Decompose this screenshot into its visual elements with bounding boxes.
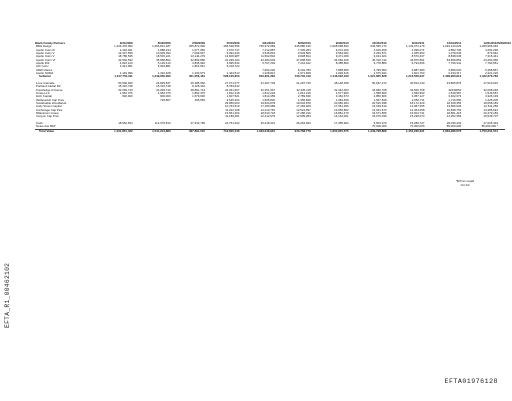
table-cell: 4,546,819 [262, 51, 276, 56]
table-cell: 9,471,009 [335, 54, 349, 59]
table-cell: 1,663,286,576 [424, 129, 461, 133]
table-cell: 32,840,708 [372, 87, 387, 92]
table-cell: 5,358,867 [485, 67, 498, 72]
table-cell: 20,082,284 [334, 101, 349, 106]
table-cell: 5,218,722 [226, 64, 240, 69]
table-cell: 12,524,597 [296, 107, 311, 112]
table-cell: 46,263,693 [296, 121, 311, 126]
table-cell: 1,558,693 [373, 91, 387, 95]
table-cell: 1,228,812 [262, 71, 276, 76]
table-body [35, 45, 505, 133]
table-cell: 1,812,218 [226, 91, 240, 95]
table-cell: 32440052 [448, 87, 462, 92]
table-cell: 47,913,769 [190, 121, 206, 126]
table-cell: 9,014,324 [373, 54, 387, 59]
row-label: Sustainable Woodlands [36, 101, 67, 106]
table-cell: 465,559 [194, 97, 206, 102]
row-label: Millennium Group [36, 111, 59, 116]
row-label: Subtotal [39, 74, 51, 79]
table-cell: 1,033,046,961 [240, 129, 276, 133]
table-cell: 70,000,000 [372, 124, 387, 129]
table-cell: 18,108,355 [446, 101, 462, 106]
row-label: Apollo Cotrv V [36, 54, 55, 59]
table-cell: 3,326,193 [485, 94, 498, 99]
table-cell: 1,549,557 [485, 91, 498, 95]
table-cell: 15,604,731 [409, 111, 425, 116]
table-cell: 30,812,140 [409, 80, 425, 85]
row-label: Total Value [35, 129, 95, 133]
table-cell: 1,952,376 [119, 91, 133, 95]
table-cell: 1,549,587 [448, 91, 462, 95]
table-cell: 12,412,979 [260, 114, 276, 119]
table-cell: 1,079,645 [448, 51, 462, 56]
table-cell: 3,057,127 [411, 94, 425, 99]
table-cell: 1,304,815,575 [311, 129, 349, 133]
table-cell: 5,767,202 [262, 61, 276, 66]
table-cell: 24,829,847 [156, 80, 171, 85]
table-cell: 32,442,003 [334, 87, 349, 92]
table-cell: 18,643,704 [260, 111, 276, 116]
table-cell: 528,126,653 [223, 74, 240, 79]
table-cell: 18,861,415 [446, 111, 462, 116]
table-cell: 46,418,421 [260, 121, 276, 126]
table-cell: 29,950,000 [225, 101, 240, 106]
table-cell: 7,694,220 [262, 67, 276, 72]
table-cell: 1,667,818 [373, 97, 387, 102]
table-cell: 1,556,993 [411, 91, 425, 95]
table-cell: 85,000,000 [446, 124, 462, 129]
table-cell: 1,332,408 [157, 71, 171, 76]
table-cell: 27,071,077 [225, 80, 240, 85]
table-cell: 70,000,000 [409, 124, 425, 129]
table-cell: 7,790,561 [485, 61, 498, 66]
portfolio-value-table [35, 41, 511, 133]
table-cell: 18,786,525 [118, 54, 133, 59]
bates-number: EFTA01976128 [444, 378, 498, 385]
date-header: 3/31/2010 [262, 41, 276, 45]
row-label: Andy Stover Capital [36, 104, 62, 109]
table-cell: 3,845,940 [192, 61, 206, 66]
table-cell: 1,671,828 [297, 71, 311, 76]
table-cell: 10,935,390 [156, 51, 171, 56]
table-cell: 13,144,279 [190, 54, 206, 59]
date-header: 12/31/2011 [446, 41, 462, 45]
table-cell: 9,094,434 [226, 51, 240, 56]
table-cell: 1,021,825,628 [368, 74, 387, 79]
table-cell: 12,464,058 [409, 107, 425, 112]
table-cell: 6,094,881 [157, 64, 171, 69]
table-cell: 47,808,530 [296, 57, 311, 62]
table-cell: 7,315,441 [485, 54, 498, 59]
table-cell: 6,503,379 [373, 121, 387, 126]
table-cell: 1,149,096 [119, 71, 133, 76]
table-cell: 26,285,052 [190, 80, 206, 85]
table-cell: 6,072,206 [335, 47, 349, 52]
table-cell: 15,316,748 [118, 84, 133, 89]
table-cell: 112,376,810 [154, 121, 171, 126]
table-cell: 2,234,317 [448, 71, 462, 76]
table-cell: 32,031,667 [225, 87, 240, 92]
table-cell: 8,128,416 [192, 84, 206, 89]
row-label: Anchorage Cap Pics [36, 107, 63, 112]
table-cell: 18,172,329 [409, 101, 425, 106]
table-cell: 13,050,802 [334, 107, 349, 112]
table-cell: 600,000 [122, 94, 133, 99]
table-cell: 20,479,183 [483, 111, 498, 116]
row-label: Apollo Cotrv III [36, 47, 55, 52]
table-cell: 6,794,666 [411, 61, 425, 66]
table-cell: 17,351,350 [334, 104, 349, 109]
table-cell: 3,462,673 [448, 94, 462, 99]
table-cell: 1,355,829 [297, 97, 311, 102]
table-cell: 13,606,987 [225, 54, 240, 59]
table-cell: 2,321,951 [119, 64, 133, 69]
table-cell: 32,093,743 [118, 87, 133, 92]
table-cell: 15,316,748 [156, 84, 171, 89]
table-cell: 900,000 [160, 94, 171, 99]
table-cell: 32,608,248 [483, 87, 498, 92]
table-cell: 733,740,419 [294, 74, 311, 79]
table-cell: 31,299,104 [225, 57, 240, 62]
table-cell: 7,244,422 [297, 61, 311, 66]
table-cell: 1,577,960 [335, 91, 349, 95]
row-label: BRH Hedge [36, 44, 52, 49]
table-cell: 41,297,749 [296, 80, 311, 85]
footnote-date: Oct 3rd [460, 184, 470, 187]
table-cell: 8,102,780 [297, 67, 311, 72]
table-cell [498, 129, 505, 133]
table-cell: 8,783,642 [226, 84, 240, 89]
table-cell: 1,454,230,331 [387, 129, 425, 133]
table-cell: 32,251,667 [260, 87, 276, 92]
table-cell: 43,865,875 [446, 80, 462, 85]
table-cell: 28,861,713 [190, 87, 206, 92]
table-cell: 1,213,506,037 [405, 74, 425, 79]
table-cell: 13,019,619 [372, 104, 387, 109]
table-cell: 14,352,356 [446, 114, 462, 119]
row-label: Apollo DIF [36, 61, 50, 66]
table-cell: 1,750,231,541 [461, 129, 498, 133]
table-cell: 1,077,066 [192, 47, 206, 52]
table-cell: 15,070,030 [372, 114, 387, 119]
table-cell: 43,250,350 [483, 57, 498, 62]
footnote: *$27mm repaid [455, 180, 475, 183]
row-label: iCrete LLC [36, 91, 50, 95]
table-cell: 17,183,929 [296, 104, 311, 109]
table-cell: 20,515,398 [372, 101, 387, 106]
table-cell: 1,408,960,812 [442, 74, 462, 79]
table-cell: 13,385,644 [483, 107, 498, 112]
table-cell: 10,838,753 [446, 107, 462, 112]
table-cell: 7,099,937 [192, 51, 206, 56]
table-cell: 50,667,272 [372, 80, 387, 85]
table-cell: 12,957,365 [409, 104, 425, 109]
table-cell: 2,221,226 [485, 71, 498, 76]
row-label: Lone Cascade [36, 80, 55, 85]
table-cell: 1,443,513 [226, 71, 240, 76]
table-cell: 1,249,738,896 [349, 129, 387, 133]
table-cell: 9,828,814 [297, 54, 311, 59]
table-cell: 1,349,650,990 [152, 74, 171, 79]
table-cell: 4,799,993 [373, 67, 387, 72]
table-cell: 1,607,521 [226, 94, 240, 99]
table-cell: 4,866,620 [448, 67, 462, 72]
table-cell: 7,305,263 [297, 47, 311, 52]
table-cell: 736,972,983 [259, 44, 276, 49]
table-cell: 11,502,840 [260, 54, 276, 59]
table-cell: 1,146,002,169 [330, 74, 349, 79]
table-cell: 1,541,244,883 [133, 129, 171, 133]
row-label: Canyon Cap Pres [36, 114, 59, 119]
table-cell: 7,858,956 [335, 67, 349, 72]
table-cell: 1,952,376 [157, 91, 171, 95]
table-cell: 4,294,299 [485, 47, 498, 52]
date-header: 9/30/2010 [335, 41, 349, 45]
table-cell: 255,872,992 [188, 44, 206, 49]
row-label: Apollo Cotrv VI [36, 57, 56, 62]
table-cell: 1,068,698,693 [330, 44, 349, 49]
table-cell: 11,222,108 [225, 107, 240, 112]
table-cell: 8,838,045 [448, 54, 462, 59]
table-cell: 24,761,632 [225, 121, 240, 126]
table-cell: 8,385,860 [335, 61, 349, 66]
table-cell: 1,679,636 [192, 94, 206, 99]
table-cell: 645,886,196 [294, 44, 311, 49]
table-cell: 15,561,304 [225, 111, 240, 116]
row-label: Knowledge Universe [36, 87, 63, 92]
table-cell: 1,576,747 [226, 47, 240, 52]
table-cell: 718,867 [160, 97, 171, 102]
table-cell: 8,570,437 [411, 54, 425, 59]
table-cell: 3,616,459 [373, 47, 387, 52]
table-cell: 48,148,258 [334, 80, 349, 85]
table-cell: 12,909,284 [296, 114, 311, 119]
table-cell: 16,881,479 [334, 111, 349, 116]
table-cell: 1,266,801,187 [152, 44, 171, 49]
table-cell: 14,164,061 [334, 114, 349, 119]
row-label: ARW shares [36, 67, 53, 72]
table-cell: 53,659,854 [446, 57, 462, 62]
table-cell: 13,556,636 [446, 104, 462, 109]
row-label: AIC Cotrv [36, 64, 49, 69]
table-cell: 1,716,650 [448, 97, 462, 102]
table-cell: 32,840,708 [409, 87, 425, 92]
table-cell: 1,676,944 [373, 71, 387, 76]
table-cell: 1,601,763 [411, 71, 425, 76]
table-cell: 1,233,973 [192, 71, 206, 76]
table-cell: 1,422,270,783 [479, 74, 498, 79]
table-cell: 4,852,706 [448, 47, 462, 52]
table-cell: 1,431,851,422 [95, 129, 133, 133]
table-cell: 1,861,661 [192, 64, 206, 69]
table-cell: 43,484,603 [260, 57, 276, 62]
table-cell: 2,052,711 [411, 97, 425, 102]
row-label: Wolfexeddc Cap Pres [36, 97, 64, 102]
table-cell: 816,361,384 [259, 74, 276, 79]
table-row [35, 129, 505, 133]
table-cell: 397,891,010 [171, 129, 205, 133]
table-cell: 3,233,671 [373, 51, 387, 56]
table-cell: 19,604,878 [260, 101, 276, 106]
table-cell: 32,546,533 [118, 57, 133, 62]
table-cell: 17,455,902 [334, 121, 349, 126]
table-cell: 1,384,459 [335, 97, 349, 102]
table-cell: 3,462,673 [335, 94, 349, 99]
table-cell: 1,317,750,311 [114, 74, 133, 79]
table-cell: 1,812,218 [297, 91, 311, 95]
table-cell: 3,695,634 [226, 61, 240, 66]
table-cell: 1,233,478,093 [114, 44, 133, 49]
table-cell: 34,650,326 [334, 57, 349, 62]
table-cell: 1,814,459 [262, 94, 276, 99]
table-cell: 4,810,120 [119, 61, 133, 66]
table-cell: 1,605,820 [262, 97, 276, 102]
table-cell: 15,289,727 [409, 121, 425, 126]
table-cell: 12,511,250 [483, 104, 498, 109]
table-cell: 1,852,376 [192, 91, 206, 95]
table-cell: 4,090,071 [411, 47, 425, 52]
table-cell: 85,000,000 * [481, 124, 498, 129]
row-label: Portland Global R2 [36, 84, 61, 89]
row-label: Cash [36, 121, 43, 126]
table-cell: 32,093,743 [156, 87, 171, 92]
table-cell: 40,316,742 [372, 57, 387, 62]
table-cell: 15,238,073 [409, 114, 425, 119]
table-cell: 321,056,461 [188, 74, 206, 79]
table-cell: 1,888,234 [157, 47, 171, 52]
table-title: Black Family Partners [35, 41, 66, 45]
table-cell: 2,856,606 [373, 94, 387, 99]
date-header: 12/31/2012 [483, 41, 498, 45]
table-cell: 12,347,559 [118, 51, 133, 56]
table-cell: 940,768,779 [275, 129, 311, 133]
table-cell: 3,887,380 [411, 67, 425, 72]
date-header: 5/31/2009 [226, 41, 240, 45]
table-cell: 17,183,989 [260, 104, 276, 109]
table-cell: 1,926,616 [335, 71, 349, 76]
table-cell: 1,024,143,629 [442, 44, 462, 49]
table-cell: 466,548,596 [223, 44, 240, 49]
table-cell: 719,605,446 [205, 129, 239, 133]
row-label: Notes due BFP [36, 124, 56, 129]
date-header: 6/30/2010 [297, 41, 311, 45]
table-cell: 35,958,862 [156, 57, 171, 62]
table-cell: 50,000,000 [118, 80, 133, 85]
table-cell: 12,210,781 [260, 107, 276, 112]
row-label: Apollo SOMA [36, 71, 54, 76]
table-cell: 7,790,341 [448, 61, 462, 66]
date-header: 6/30/2008 [157, 41, 171, 45]
document-id-stamp: EFTA_R1_00462102 [4, 262, 11, 328]
table-cell: 15,549,707 [483, 114, 498, 119]
table-cell: 18,515,221 [156, 54, 171, 59]
row-label: Apollo Cotrv V [36, 51, 55, 56]
table-cell: 17,286,316 [296, 111, 311, 116]
table-cell: 9,778,880 [373, 61, 387, 66]
table-cell: 11,189,481 [225, 114, 240, 119]
table-cell: 18,962,504 [118, 121, 133, 126]
table-cell: 28,039,432 [446, 121, 462, 126]
date-header: 2/28/2009 [192, 41, 206, 45]
table-cell: 1,065,353 [411, 51, 425, 56]
table-cell: 10,764,519 [225, 104, 240, 109]
table-cell: 12,041,573 [372, 107, 387, 112]
row-label: HAC Capital [36, 94, 52, 99]
table-cell: 7,212,887 [262, 47, 276, 52]
table-cell: 3,949,569 [297, 51, 311, 56]
date-header: 3/31/2011 [411, 41, 425, 45]
table-cell: 1,225,205 [485, 97, 498, 102]
table-cell: 32,893,882 [190, 57, 206, 62]
table-cell: 32,435,118 [296, 87, 311, 92]
date-header: 12/31/2010 [372, 41, 387, 45]
table-cell: 3,645,304 [226, 97, 240, 102]
table-cell: 18,058,183 [483, 101, 498, 106]
table-cell: 1,812,218 [262, 91, 276, 95]
table-cell: 16,671,565 [372, 111, 387, 116]
table-cell: 47,510,622 [483, 80, 498, 85]
table-cell: 646,535,174 [370, 44, 387, 49]
table-cell: 873,942 [487, 51, 498, 56]
table-cell: 27,006,494 [483, 121, 498, 126]
table-cell: 1,143,074,179 [405, 44, 425, 49]
date-header: 6/30/2013 [497, 41, 511, 45]
table-cell: 19,604,878 [296, 101, 311, 106]
table-cell: 1,269,996,049 [479, 44, 498, 49]
table-cell: 43,870,591 [409, 57, 425, 62]
table-cell: 2,789,636 [297, 94, 311, 99]
table-cell: 41,297,749 [260, 80, 276, 85]
table-cell: 2,102,461 [119, 47, 133, 52]
date-header: 3/31/2008 [119, 41, 133, 45]
table-cell: 5,125,410 [157, 61, 171, 66]
table-cell: 3,564,062 [335, 51, 349, 56]
